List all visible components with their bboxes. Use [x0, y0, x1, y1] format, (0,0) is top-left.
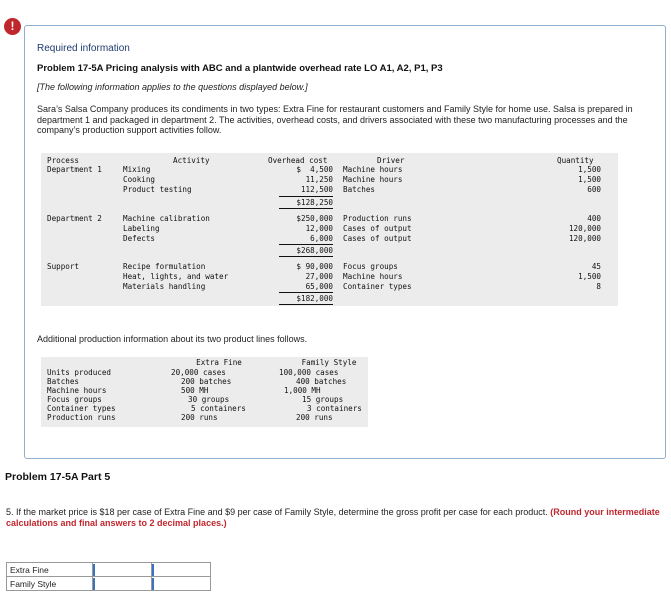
answer-cell: [92, 563, 151, 577]
row-label: Machine hours: [47, 386, 107, 395]
part-heading: Problem 17-5A Part 5: [5, 471, 111, 483]
table-cell: 8: [596, 282, 601, 291]
subtotal-rule: [279, 304, 333, 305]
table-cell: 12,000: [305, 224, 333, 233]
info-note: [The following information applies to the questions displayed below.]: [37, 82, 308, 92]
header-family-style: Family Style: [301, 358, 357, 367]
table-cell: 65,000: [305, 282, 333, 291]
header-process: Process: [47, 156, 80, 165]
row-label: Focus groups: [47, 395, 102, 404]
table-cell: Machine hours: [343, 165, 403, 174]
table-cell: 3 containers: [307, 404, 362, 413]
table-cell: Product testing: [123, 185, 192, 194]
table-cell: Cases of output: [343, 224, 412, 233]
family-style-input-1[interactable]: [93, 578, 150, 590]
table-cell: $ 90,000: [296, 262, 333, 271]
activity-cost-table: [41, 153, 618, 306]
table-cell: Machine calibration: [123, 214, 210, 223]
table-cell: Production runs: [343, 214, 412, 223]
table-cell: 20,000 cases: [171, 368, 226, 377]
table-cell: 1,500: [578, 175, 601, 184]
answer-row-family-style: [7, 577, 211, 591]
product-line-table: [41, 357, 368, 427]
table-cell: 5 containers: [191, 404, 246, 413]
subtotal-rule: [279, 208, 333, 209]
table-cell: Cooking: [123, 175, 156, 184]
table-cell: Department 1: [47, 165, 102, 174]
answer-row-extra-fine: [7, 563, 211, 577]
problem-title: Problem 17-5A Pricing analysis with ABC and a plantwide overhead rate LO A1, A2, P1, P3: [37, 63, 443, 74]
table-cell: 112,500: [300, 185, 333, 194]
subtotal-rule: [279, 244, 333, 245]
row-label: Batches: [47, 377, 80, 386]
subtotal-rule: [279, 196, 333, 197]
rounding-instruction: (Round your intermediate calculations and final answers to 2 decimal places.): [6, 507, 660, 528]
table-cell: 1,500: [578, 272, 601, 281]
table-cell: $ 4,500: [296, 165, 333, 174]
extra-fine-input-1[interactable]: [93, 564, 150, 576]
table-cell: 1,500: [578, 165, 601, 174]
table-cell: 120,000: [568, 234, 601, 243]
row-label: Production runs: [47, 413, 116, 422]
question-body: 5. If the market price is $18 per case of Extra Fine and $9 per case of Family Style, determine the gross profit per case for each product.: [6, 507, 548, 517]
table-cell: Materials handling: [123, 282, 206, 291]
header-extra-fine: Extra Fine: [196, 358, 242, 367]
table-cell: 400: [587, 214, 601, 223]
table-cell: Container types: [343, 282, 412, 291]
table-cell: 27,000: [305, 272, 333, 281]
table-cell: Defects: [123, 234, 156, 243]
table-cell: 1,000 MH: [284, 386, 321, 395]
alert-icon: !: [4, 18, 21, 35]
table-cell: Machine hours: [343, 272, 403, 281]
subtotal-rule: [279, 256, 333, 257]
extra-fine-input-2[interactable]: [152, 564, 209, 576]
table-cell: Machine hours: [343, 175, 403, 184]
subtotal-rule: [279, 292, 333, 293]
question-text: [6, 507, 661, 529]
table-cell: $250,000: [296, 214, 333, 223]
answer-label-extra-fine: Extra Fine: [7, 563, 93, 577]
table-cell: 6,000: [310, 234, 333, 243]
table-cell: 200 runs: [296, 413, 333, 422]
additional-info-text: Additional production information about its two product lines follows.: [37, 334, 308, 344]
header-driver: Driver: [377, 156, 405, 165]
row-label: Container types: [47, 404, 116, 413]
answer-label-family-style: Family Style: [7, 577, 93, 591]
table-cell: Heat, lights, and water: [123, 272, 229, 281]
table-cell: 45: [591, 262, 601, 271]
required-information-heading: Required information: [37, 43, 130, 54]
answer-cell: [151, 577, 210, 591]
table-cell: 500 MH: [181, 386, 209, 395]
table-cell: 200 batches: [181, 377, 232, 386]
table-cell: 200 runs: [181, 413, 218, 422]
answer-cell: [151, 563, 210, 577]
table-cell: 100,000 cases: [279, 368, 339, 377]
subtotal-support: $182,000: [296, 294, 333, 303]
table-cell: 120,000: [568, 224, 601, 233]
header-quantity: Quantity: [557, 156, 594, 165]
table-cell: 15 groups: [302, 395, 344, 404]
header-overhead-cost: Overhead cost: [268, 156, 328, 165]
family-style-input-2[interactable]: [152, 578, 209, 590]
header-activity: Activity: [173, 156, 210, 165]
table-cell: Department 2: [47, 214, 102, 223]
table-cell: Focus groups: [343, 262, 398, 271]
table-cell: 11,250: [305, 175, 333, 184]
row-label: Units produced: [47, 368, 112, 377]
table-cell: Cases of output: [343, 234, 412, 243]
table-cell: 30 groups: [188, 395, 230, 404]
subtotal-dept1: $128,250: [296, 198, 333, 207]
answer-table: [6, 562, 211, 591]
table-cell: Support: [47, 262, 80, 271]
table-cell: Batches: [343, 185, 376, 194]
table-cell: 600: [587, 185, 601, 194]
table-cell: Mixing: [123, 165, 151, 174]
table-cell: 400 batches: [296, 377, 347, 386]
table-cell: Labeling: [123, 224, 160, 233]
table-cell: Recipe formulation: [123, 262, 206, 271]
problem-description: Sara’s Salsa Company produces its condiments in two types: Extra Fine for restaurant customers and Family Style for home use. Salsa is prepared in department 1 and packaged in department 2. The activities, overhead costs, and drivers associated with these two manufacturing processes and the company’s production support activities follow.: [37, 104, 633, 135]
answer-cell: [92, 577, 151, 591]
subtotal-dept2: $268,000: [296, 246, 333, 255]
